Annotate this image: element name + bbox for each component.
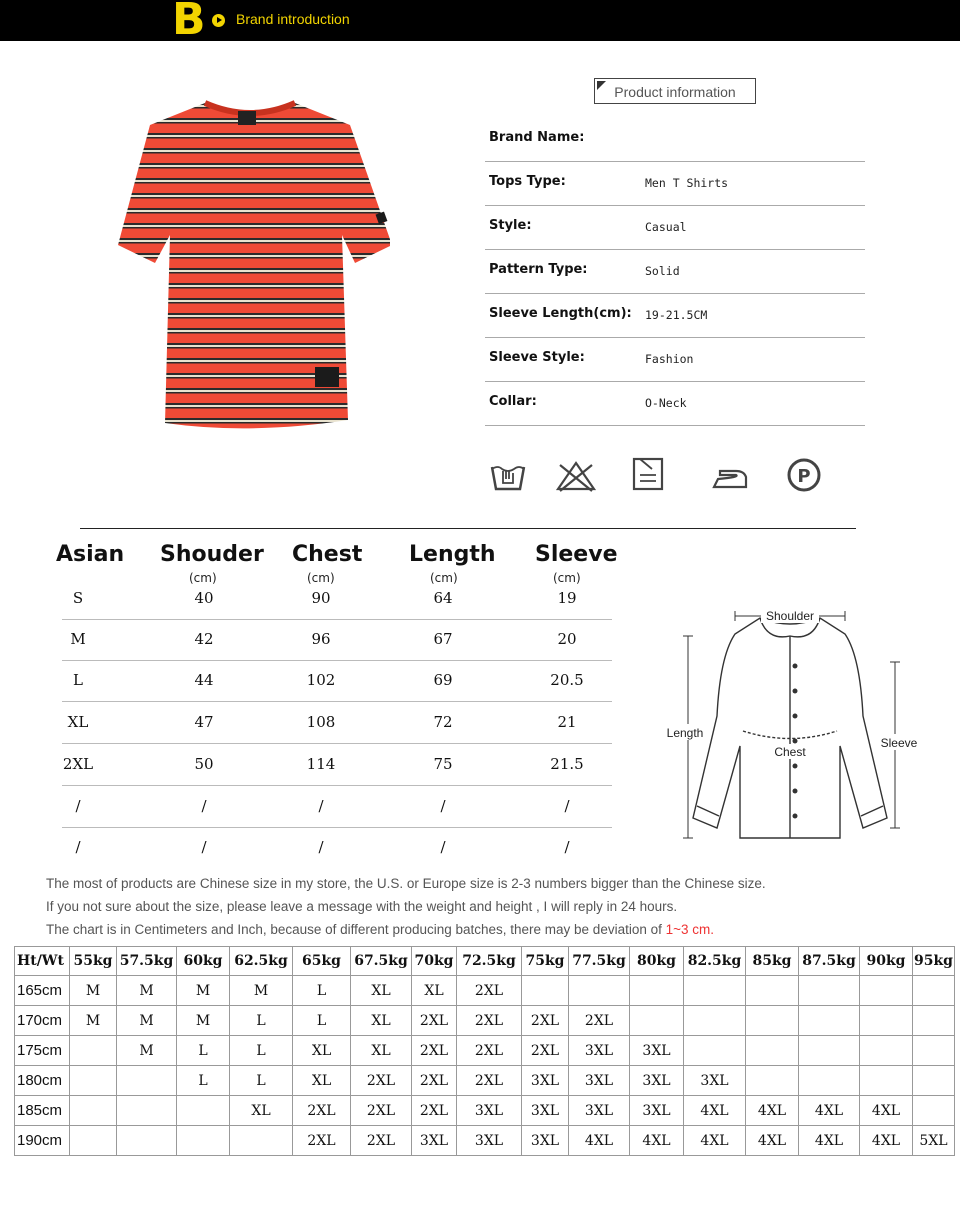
size-cell: M bbox=[70, 976, 117, 1006]
size-cell: 2XL bbox=[293, 1126, 351, 1156]
spec-row-brand-name bbox=[485, 118, 865, 162]
size-cell bbox=[70, 1066, 117, 1096]
svg-text:P: P bbox=[797, 466, 811, 487]
size-row bbox=[62, 703, 612, 744]
size-cell bbox=[70, 1126, 117, 1156]
brand-banner bbox=[0, 0, 960, 45]
size-cell: 3XL bbox=[457, 1096, 522, 1126]
size-cell: 3XL bbox=[630, 1036, 684, 1066]
iron-icon bbox=[710, 455, 750, 495]
size-cell: / bbox=[440, 838, 446, 856]
spec-row-collar bbox=[485, 382, 865, 426]
spec-value: Solid bbox=[645, 264, 680, 278]
size-cell: 108 bbox=[306, 713, 336, 731]
size-cell: XL bbox=[351, 1006, 412, 1036]
size-cell bbox=[746, 1066, 799, 1096]
size-cell bbox=[913, 1096, 955, 1126]
deviation-value: 1~3 cm. bbox=[665, 922, 715, 937]
size-cell: 50 bbox=[194, 755, 214, 773]
size-cell: 2XL bbox=[569, 1006, 630, 1036]
size-cell: 20.5 bbox=[550, 671, 584, 689]
height-weight-table bbox=[14, 946, 955, 1156]
size-cell: 2XL bbox=[412, 1066, 457, 1096]
size-cell bbox=[117, 1096, 177, 1126]
size-cell bbox=[860, 1036, 913, 1066]
size-cell: L bbox=[230, 1036, 293, 1066]
size-cell: 2XL bbox=[62, 755, 94, 773]
size-cell bbox=[860, 1066, 913, 1096]
weight-header: 55kg bbox=[70, 947, 117, 976]
size-cell: 20 bbox=[557, 630, 577, 648]
size-cell: / bbox=[75, 838, 81, 856]
weight-header: 67.5kg bbox=[351, 947, 412, 976]
size-cell bbox=[70, 1096, 117, 1126]
spec-row-tops-type bbox=[485, 162, 865, 206]
weight-header: 95kg bbox=[913, 947, 955, 976]
size-cell: M bbox=[70, 630, 86, 648]
weight-header: 57.5kg bbox=[117, 947, 177, 976]
size-cell: L bbox=[73, 671, 83, 689]
size-header-chest: Chest bbox=[292, 542, 363, 567]
size-cell: XL bbox=[293, 1036, 351, 1066]
size-cell: M bbox=[177, 976, 230, 1006]
size-cell: / bbox=[440, 797, 446, 815]
size-cell: 3XL bbox=[630, 1096, 684, 1126]
spec-row-sleeve-length bbox=[485, 294, 865, 338]
size-cell bbox=[630, 1006, 684, 1036]
size-cell: XL bbox=[293, 1066, 351, 1096]
size-cell: 2XL bbox=[412, 1036, 457, 1066]
size-cell bbox=[746, 1006, 799, 1036]
size-cell: 2XL bbox=[351, 1126, 412, 1156]
unit-label: (cm) bbox=[553, 571, 581, 585]
size-cell bbox=[230, 1126, 293, 1156]
size-cell: 2XL bbox=[522, 1006, 569, 1036]
size-cell bbox=[860, 976, 913, 1006]
size-cell: 67 bbox=[433, 630, 453, 648]
size-note-1: The most of products are Chinese size in my store, the U.S. or Europe size is 2-3 numbers bigger than the Chinese size. bbox=[46, 876, 766, 891]
size-cell bbox=[177, 1096, 230, 1126]
size-cell: / bbox=[75, 797, 81, 815]
size-cell: 2XL bbox=[412, 1096, 457, 1126]
weight-header: 65kg bbox=[293, 947, 351, 976]
size-row bbox=[62, 661, 612, 702]
size-cell bbox=[913, 1066, 955, 1096]
size-cell: 72 bbox=[433, 713, 453, 731]
diagram-label-chest: Chest bbox=[774, 745, 806, 759]
size-cell: 2XL bbox=[457, 1066, 522, 1096]
unit-label: (cm) bbox=[430, 571, 458, 585]
size-cell: 3XL bbox=[522, 1066, 569, 1096]
size-cell: 4XL bbox=[860, 1096, 913, 1126]
size-note-2: If you not sure about the size, please leave a message with the weight and height , I will reply in 24 hours. bbox=[46, 899, 678, 914]
size-cell: 3XL bbox=[684, 1066, 746, 1096]
spec-label: Tops Type: bbox=[489, 174, 566, 189]
size-cell: 4XL bbox=[630, 1126, 684, 1156]
weight-header: 75kg bbox=[522, 947, 569, 976]
height-cell: 175cm bbox=[15, 1036, 70, 1066]
banner-title: Brand introduction bbox=[236, 11, 350, 27]
weight-header: 60kg bbox=[177, 947, 230, 976]
size-row bbox=[62, 828, 612, 869]
size-cell: / bbox=[318, 838, 324, 856]
weight-header: 82.5kg bbox=[684, 947, 746, 976]
height-cell: 190cm bbox=[15, 1126, 70, 1156]
size-cell bbox=[799, 1066, 860, 1096]
size-cell: XL bbox=[412, 976, 457, 1006]
size-row bbox=[62, 787, 612, 828]
size-cell: 90 bbox=[311, 589, 331, 607]
size-cell: 75 bbox=[433, 755, 453, 773]
size-header-asian: Asian bbox=[56, 542, 125, 567]
size-cell: L bbox=[177, 1036, 230, 1066]
size-cell bbox=[522, 976, 569, 1006]
size-cell: 4XL bbox=[799, 1096, 860, 1126]
size-row bbox=[62, 745, 612, 786]
size-cell: 2XL bbox=[412, 1006, 457, 1036]
size-cell: M bbox=[70, 1006, 117, 1036]
spec-row-sleeve-style bbox=[485, 338, 865, 382]
size-cell: 3XL bbox=[569, 1066, 630, 1096]
size-cell bbox=[117, 1066, 177, 1096]
size-cell bbox=[630, 976, 684, 1006]
size-cell bbox=[799, 1006, 860, 1036]
size-cell bbox=[913, 976, 955, 1006]
size-cell: 19 bbox=[557, 589, 577, 607]
size-cell bbox=[913, 1036, 955, 1066]
size-cell bbox=[860, 1006, 913, 1036]
table-row bbox=[15, 976, 955, 1006]
size-cell: XL bbox=[351, 976, 412, 1006]
size-cell: / bbox=[318, 797, 324, 815]
size-cell: 42 bbox=[194, 630, 214, 648]
banner-letter: B bbox=[172, 0, 206, 45]
size-cell: L bbox=[177, 1066, 230, 1096]
size-cell: 102 bbox=[306, 671, 336, 689]
size-cell: 3XL bbox=[569, 1096, 630, 1126]
size-cell: 40 bbox=[194, 589, 214, 607]
size-cell: 2XL bbox=[457, 1036, 522, 1066]
size-cell: L bbox=[230, 1066, 293, 1096]
size-cell: L bbox=[293, 976, 351, 1006]
spec-row-pattern-type bbox=[485, 250, 865, 294]
size-cell bbox=[70, 1036, 117, 1066]
size-cell: / bbox=[564, 797, 570, 815]
weight-header: 62.5kg bbox=[230, 947, 293, 976]
size-cell: 3XL bbox=[522, 1096, 569, 1126]
size-header-sleeve: Sleeve bbox=[535, 542, 618, 567]
size-cell: 3XL bbox=[412, 1126, 457, 1156]
height-cell: 170cm bbox=[15, 1006, 70, 1036]
table-row bbox=[15, 1036, 955, 1066]
size-cell: S bbox=[72, 589, 84, 607]
size-cell: 2XL bbox=[522, 1036, 569, 1066]
size-cell: XL bbox=[67, 713, 89, 731]
size-header-shoulder: Shouder bbox=[160, 542, 264, 567]
corner-cell: Ht/Wt bbox=[15, 947, 70, 976]
diagram-label-shoulder: Shoulder bbox=[765, 609, 815, 623]
size-cell: 2XL bbox=[351, 1096, 412, 1126]
size-cell bbox=[799, 976, 860, 1006]
spec-value: Men T Shirts bbox=[645, 176, 729, 190]
size-cell bbox=[684, 1006, 746, 1036]
weight-header: 85kg bbox=[746, 947, 799, 976]
diagram-label-sleeve: Sleeve bbox=[880, 736, 918, 750]
size-cell bbox=[684, 1036, 746, 1066]
table-row bbox=[15, 1066, 955, 1096]
dry-clean-p-icon bbox=[784, 455, 824, 495]
size-cell: 5XL bbox=[913, 1126, 955, 1156]
size-cell bbox=[799, 1036, 860, 1066]
size-cell: 21.5 bbox=[550, 755, 584, 773]
spec-value: 19-21.5CM bbox=[645, 308, 708, 322]
size-cell: 2XL bbox=[351, 1066, 412, 1096]
table-header-row bbox=[15, 947, 955, 976]
size-cell: 4XL bbox=[746, 1126, 799, 1156]
product-info-heading: Product information bbox=[594, 78, 756, 104]
spec-row-style bbox=[485, 206, 865, 250]
size-cell: 47 bbox=[194, 713, 214, 731]
size-cell: 69 bbox=[433, 671, 453, 689]
size-cell: 3XL bbox=[569, 1036, 630, 1066]
unit-label: (cm) bbox=[189, 571, 217, 585]
size-cell: 4XL bbox=[684, 1126, 746, 1156]
size-cell: 4XL bbox=[799, 1126, 860, 1156]
hand-wash-icon bbox=[488, 455, 528, 495]
spec-label: Brand Name: bbox=[489, 130, 585, 145]
size-cell: L bbox=[293, 1006, 351, 1036]
size-cell: 2XL bbox=[457, 976, 522, 1006]
size-note-3: The chart is in Centimeters and Inch, because of different producing batches, there may be deviation of 1~3 cm. bbox=[46, 922, 715, 937]
table-row bbox=[15, 1006, 955, 1036]
size-cell bbox=[569, 976, 630, 1006]
weight-header: 80kg bbox=[630, 947, 684, 976]
size-cell: L bbox=[230, 1006, 293, 1036]
table-row bbox=[15, 1096, 955, 1126]
diagram-label-length: Length bbox=[666, 726, 704, 740]
corner-mark-icon bbox=[597, 81, 606, 90]
size-cell: M bbox=[117, 1036, 177, 1066]
size-cell: 3XL bbox=[630, 1066, 684, 1096]
size-cell: 2XL bbox=[457, 1006, 522, 1036]
size-cell: / bbox=[564, 838, 570, 856]
size-cell: / bbox=[201, 797, 207, 815]
height-cell: 180cm bbox=[15, 1066, 70, 1096]
height-cell: 185cm bbox=[15, 1096, 70, 1126]
size-cell: XL bbox=[351, 1036, 412, 1066]
do-not-bleach-icon bbox=[556, 455, 596, 495]
size-cell: 3XL bbox=[522, 1126, 569, 1156]
spec-value: Fashion bbox=[645, 352, 694, 366]
size-cell: 4XL bbox=[569, 1126, 630, 1156]
size-cell: 64 bbox=[433, 589, 453, 607]
size-cell bbox=[117, 1126, 177, 1156]
spec-value: Casual bbox=[645, 220, 687, 234]
size-row bbox=[62, 579, 612, 620]
size-cell: 114 bbox=[306, 755, 336, 773]
table-row bbox=[15, 1126, 955, 1156]
tumble-dry-icon bbox=[628, 455, 668, 495]
unit-label: (cm) bbox=[307, 571, 335, 585]
size-cell: / bbox=[201, 838, 207, 856]
size-cell: 2XL bbox=[293, 1096, 351, 1126]
size-cell: M bbox=[230, 976, 293, 1006]
spec-label: Pattern Type: bbox=[489, 262, 588, 277]
size-cell: 44 bbox=[194, 671, 214, 689]
spec-label: Sleeve Style: bbox=[489, 350, 585, 365]
play-icon bbox=[212, 14, 225, 27]
section-divider bbox=[80, 528, 856, 529]
weight-header: 90kg bbox=[860, 947, 913, 976]
size-cell: 3XL bbox=[457, 1126, 522, 1156]
weight-header: 87.5kg bbox=[799, 947, 860, 976]
size-cell: XL bbox=[230, 1096, 293, 1126]
size-cell: 4XL bbox=[860, 1126, 913, 1156]
size-cell: 4XL bbox=[746, 1096, 799, 1126]
size-cell: M bbox=[117, 1006, 177, 1036]
size-cell bbox=[913, 1006, 955, 1036]
size-cell bbox=[177, 1126, 230, 1156]
spec-label: Style: bbox=[489, 218, 532, 233]
size-cell bbox=[746, 976, 799, 1006]
product-image bbox=[110, 95, 390, 435]
size-row bbox=[62, 620, 612, 661]
weight-header: 72.5kg bbox=[457, 947, 522, 976]
height-cell: 165cm bbox=[15, 976, 70, 1006]
size-cell bbox=[746, 1036, 799, 1066]
weight-header: 77.5kg bbox=[569, 947, 630, 976]
size-cell: 96 bbox=[311, 630, 331, 648]
weight-header: 70kg bbox=[412, 947, 457, 976]
spec-label: Collar: bbox=[489, 394, 537, 409]
spec-value: O-Neck bbox=[645, 396, 687, 410]
size-cell: M bbox=[117, 976, 177, 1006]
size-cell: 21 bbox=[557, 713, 577, 731]
size-cell bbox=[684, 976, 746, 1006]
size-header-length: Length bbox=[409, 542, 496, 567]
measurement-diagram bbox=[655, 596, 925, 846]
size-cell: 4XL bbox=[684, 1096, 746, 1126]
spec-label: Sleeve Length(cm): bbox=[489, 306, 632, 321]
size-cell: M bbox=[177, 1006, 230, 1036]
